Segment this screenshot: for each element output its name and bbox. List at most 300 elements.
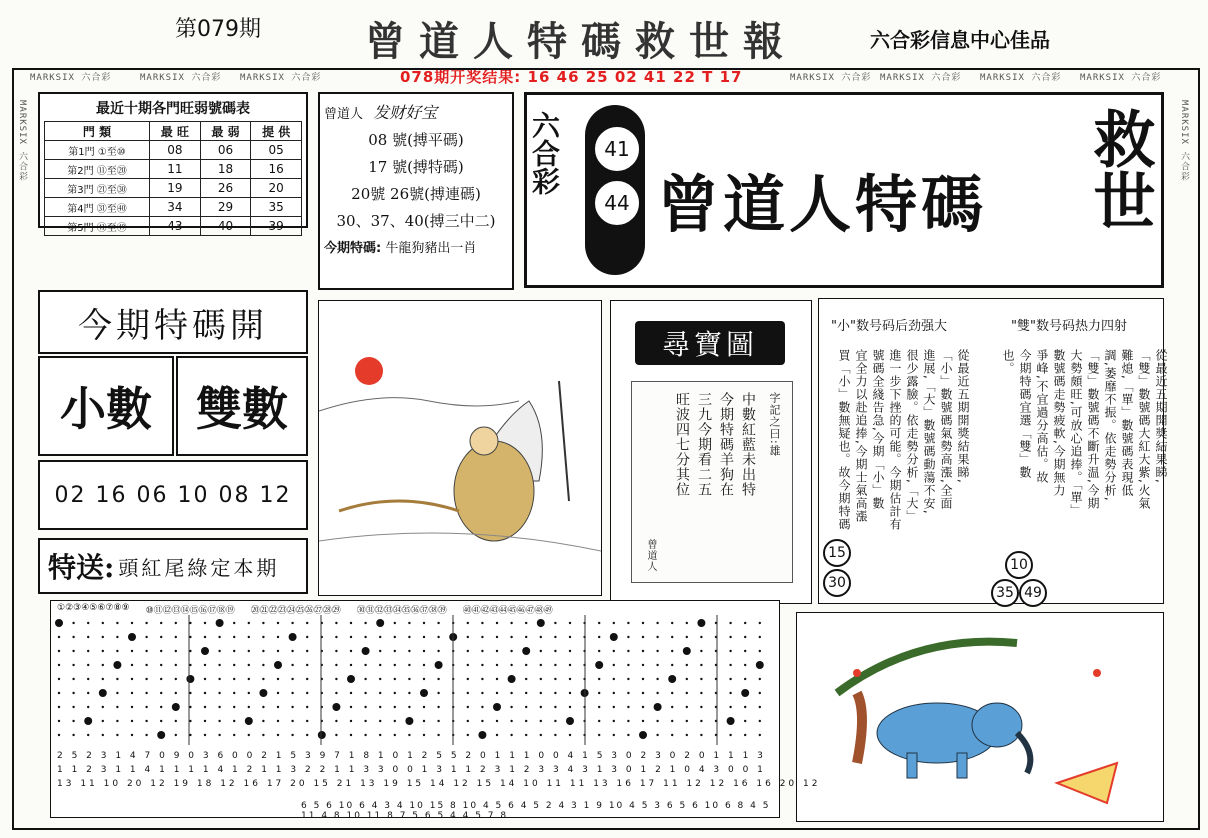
grid-dot <box>335 678 337 680</box>
grid-dot <box>700 650 702 652</box>
grid-dot <box>744 622 746 624</box>
grid-dot <box>481 650 483 652</box>
grid-dot <box>420 689 428 697</box>
grid-dot <box>744 664 746 666</box>
grid-dot <box>233 636 235 638</box>
grid-dot <box>262 664 264 666</box>
grid-dot <box>364 720 366 722</box>
result-line: 078期开奖结果: 16 46 25 02 41 22 T 17 <box>400 68 743 86</box>
analysis-line: 從最近五期開獎結果睇, <box>956 349 970 484</box>
grid-dot <box>72 650 74 652</box>
grid-dot <box>175 692 177 694</box>
prediction-lines <box>324 129 508 231</box>
grid-dot <box>306 720 308 722</box>
grid-dot <box>613 678 615 680</box>
grid-dot <box>642 706 644 708</box>
grid-dot <box>84 717 92 725</box>
grid-footer: 6 5 6 10 6 4 3 4 10 15 8 10 4 5 6 4 5 2 4 3 1 9 10 4 5 3 6 5 6 10 6 8 4 5 11 4 8 10 11 8 7 5 6 5 4 4 5 7 8 <box>301 801 771 821</box>
grid-dot <box>233 678 235 680</box>
grid-dot <box>493 703 501 711</box>
grid-dot <box>87 650 89 652</box>
grid-dot <box>306 636 308 638</box>
analysis-line: 號碼全綫告急,今期「小」數 <box>871 349 885 510</box>
grid-dot <box>364 692 366 694</box>
table-cell: 20 <box>251 179 302 198</box>
grid-dot <box>569 650 571 652</box>
grid-dot <box>116 692 118 694</box>
grid-dot <box>569 734 571 736</box>
table-row <box>45 141 302 160</box>
grid-dot <box>350 650 352 652</box>
analysis-line: 調,萎靡不振。依走勢分析, <box>1103 349 1117 502</box>
grid-dot <box>642 622 644 624</box>
grid-dot <box>394 650 396 652</box>
grid-dot <box>218 692 220 694</box>
table-cell: 05 <box>251 141 302 160</box>
sage-illustration <box>318 300 602 596</box>
grid-dot <box>656 650 658 652</box>
grid-dot <box>116 706 118 708</box>
grid-dot <box>335 664 337 666</box>
watermark: MARKSIX 六合彩 <box>30 73 112 83</box>
grid-dot <box>522 647 530 655</box>
grid-dot <box>496 636 498 638</box>
grid-dot <box>671 650 673 652</box>
banner-title: 曾道人特碼 <box>657 168 988 241</box>
grid-top-label: ①②③④⑤⑥⑦⑧⑨ <box>57 603 130 613</box>
grid-dot <box>700 734 702 736</box>
grid-dot <box>262 720 264 722</box>
grid-dot <box>423 734 425 736</box>
grid-dot <box>627 664 629 666</box>
grid-dot <box>248 678 250 680</box>
table-cell: 29 <box>200 198 251 217</box>
grid-dot <box>613 650 615 652</box>
watermark: MARKSIX 六合彩 <box>980 73 1062 83</box>
small-head: "小"数号码后劲强大 <box>831 319 947 334</box>
table-cell: 26 <box>200 179 251 198</box>
grid-dot <box>613 720 615 722</box>
grid-dot <box>306 678 308 680</box>
grid-dot <box>642 636 644 638</box>
grid-dot <box>639 731 647 739</box>
big-small: 小數 <box>38 356 174 456</box>
grid-dot <box>394 622 396 624</box>
grid-dot <box>408 622 410 624</box>
grid-dot <box>204 706 206 708</box>
grid-dot <box>569 678 571 680</box>
grid-dot <box>248 706 250 708</box>
analysis-line: 大勢頗旺,可放心追捧。「單」 <box>1069 349 1083 517</box>
hot-cold-table-box <box>38 92 308 234</box>
grid-dot <box>189 622 191 624</box>
grid-dot <box>218 734 220 736</box>
grid-dot <box>218 636 220 638</box>
grid-dot <box>204 692 206 694</box>
grid-dot <box>189 650 191 652</box>
grid-dot <box>481 636 483 638</box>
grid-dot <box>510 664 512 666</box>
circle-number: 30 <box>823 569 851 597</box>
grid-dot <box>627 636 629 638</box>
grid-dot <box>496 678 498 680</box>
grid-dot <box>204 622 206 624</box>
grid-dot <box>654 703 662 711</box>
grid-dot <box>540 734 542 736</box>
grid-dot <box>510 720 512 722</box>
grid-dot <box>408 734 410 736</box>
grid-dot <box>291 706 293 708</box>
grid-dot <box>145 720 147 722</box>
grid-dot <box>554 692 556 694</box>
table-row <box>45 217 302 236</box>
grid-dot <box>481 622 483 624</box>
table-cell: 第2門 ⑪至⑳ <box>45 160 150 179</box>
grid-dot <box>72 734 74 736</box>
grid-dot <box>700 636 702 638</box>
grid-dot <box>656 720 658 722</box>
grid-dot <box>131 692 133 694</box>
grid-bottom-row: 13 11 10 20 12 19 18 12 16 17 20 15 21 13 19 15 14 12 15 14 10 11 11 13 16 17 11 12 12 16 16 20 12 <box>57 779 821 789</box>
grid-dot <box>335 720 337 722</box>
grid-dot <box>613 664 615 666</box>
grid-dot <box>496 650 498 652</box>
grid-dot <box>131 706 133 708</box>
grid-dot <box>145 636 147 638</box>
special-title-box: 今期特碼開 <box>38 290 308 354</box>
grid-dot <box>364 622 366 624</box>
grid-dot <box>598 720 600 722</box>
grid-dot <box>510 706 512 708</box>
grid-dot <box>627 650 629 652</box>
grid-dot <box>437 706 439 708</box>
grid-dot <box>145 706 147 708</box>
grid-dot <box>306 622 308 624</box>
grid-dot <box>525 622 527 624</box>
grid-dot <box>102 664 104 666</box>
poem-line: 今期特碼羊狗在 <box>718 392 734 497</box>
grid-dot <box>496 692 498 694</box>
grid-dot <box>160 636 162 638</box>
side-watermark-right: MARKSIX 六合彩 <box>1179 100 1189 182</box>
grid-dot <box>656 622 658 624</box>
grid-dot <box>175 734 177 736</box>
grid-dot <box>102 706 104 708</box>
grid-dot <box>245 717 253 725</box>
grid-dot <box>729 678 731 680</box>
grid-dot <box>350 706 352 708</box>
grid-dot <box>741 689 749 697</box>
grid-dot <box>175 678 177 680</box>
grid-dot <box>759 706 761 708</box>
grid-dot <box>467 720 469 722</box>
predictions-box <box>318 92 514 290</box>
grid-dot <box>656 678 658 680</box>
special-text: 牛龍狗豬出一肖 <box>385 241 477 256</box>
grid-top-label: ⑩⑪⑫⑬⑭⑮⑯⑰⑱⑲ <box>145 606 235 616</box>
grid-dot <box>759 650 761 652</box>
grid-dot <box>350 692 352 694</box>
grid-dot <box>700 664 702 666</box>
grid-dot <box>379 734 381 736</box>
special-label: 今期特碼: <box>324 241 382 256</box>
grid-dot <box>160 678 162 680</box>
grid-dot <box>72 720 74 722</box>
predictor-name: 曾道人 <box>324 107 364 122</box>
grid-dot <box>496 734 498 736</box>
grid-dot <box>627 622 629 624</box>
grid-dot <box>262 706 264 708</box>
grid-dot <box>700 678 702 680</box>
small-analysis-text <box>835 349 971 539</box>
table-cell: 16 <box>251 160 302 179</box>
grid-dot <box>55 619 63 627</box>
grid-dot <box>510 650 512 652</box>
watermark: MARKSIX 六合彩 <box>790 73 872 83</box>
side-watermark-left: MARKSIX 六合彩 <box>17 100 27 182</box>
table-cell: 34 <box>150 198 201 217</box>
grid-bottom-row: 1 1 2 3 1 1 4 1 1 1 1 4 1 2 1 1 3 2 2 1 1 3 3 0 0 1 3 1 1 2 3 1 2 3 3 4 3 1 3 0 1 2 1 0 4 3 0 0 1 <box>57 765 766 775</box>
grid-top-label: ㊵㊶㊷㊸㊹㊺㊻㊼㊽㊾ <box>462 606 553 616</box>
grid-dot <box>598 636 600 638</box>
grid-dot <box>364 734 366 736</box>
grid-dot <box>379 692 381 694</box>
grid-dot <box>189 720 191 722</box>
grid-dot <box>332 703 340 711</box>
grid-dot <box>306 734 308 736</box>
grid-dot <box>510 734 512 736</box>
grid-dot <box>540 636 542 638</box>
grid-dot <box>671 622 673 624</box>
grid-dot <box>656 664 658 666</box>
grid-dot <box>289 633 297 641</box>
grid-dot <box>671 734 673 736</box>
grid-dot <box>277 650 279 652</box>
send-label: 特送: <box>48 551 115 584</box>
grid-dot <box>394 720 396 722</box>
grid-dot <box>686 734 688 736</box>
grid-dot <box>131 650 133 652</box>
grid-dot <box>408 706 410 708</box>
grid-dot <box>233 650 235 652</box>
number-grid <box>50 600 821 821</box>
table-cell: 06 <box>200 141 251 160</box>
grid-dot <box>613 692 615 694</box>
grid-dot <box>569 636 571 638</box>
grid-dot <box>277 636 279 638</box>
grid-dot <box>598 678 600 680</box>
grid-dot <box>189 706 191 708</box>
grid-dot <box>350 734 352 736</box>
grid-dot <box>467 678 469 680</box>
grid-dot <box>58 720 60 722</box>
grid-dot <box>291 720 293 722</box>
grid-dot <box>72 706 74 708</box>
grid-dot <box>248 692 250 694</box>
table-header: 提 供 <box>251 122 302 141</box>
numbers-box: 02 16 06 10 08 12 <box>38 460 308 530</box>
grid-dot <box>204 720 206 722</box>
grid-dot <box>759 636 761 638</box>
center-note: 六合彩信息中心佳品 <box>870 28 1050 52</box>
treasure-note: 字記之曰:雄 <box>768 392 781 457</box>
treasure-by: 曾道人 <box>645 539 656 572</box>
grid-dot <box>116 720 118 722</box>
grid-dot <box>102 678 104 680</box>
table-cell: 第1門 ①至⑩ <box>45 141 150 160</box>
grid-dot <box>58 650 60 652</box>
treasure-title: 尋寶圖 <box>635 321 785 365</box>
grid-dot <box>554 678 556 680</box>
grid-dot <box>598 706 600 708</box>
grid-dot <box>686 622 688 624</box>
analysis-line: 進一步下挫的可能。今期估計有 <box>888 349 902 531</box>
grid-dot <box>189 692 191 694</box>
grid-dot <box>671 636 673 638</box>
grid-dot <box>656 734 658 736</box>
grid-dot <box>700 720 702 722</box>
circle-number: 49 <box>1019 579 1047 607</box>
grid-dot <box>291 664 293 666</box>
grid-dot <box>686 678 688 680</box>
grid-dot <box>364 678 366 680</box>
table-cell: 43 <box>150 217 201 236</box>
grid-dot <box>277 678 279 680</box>
grid-dot <box>291 650 293 652</box>
grid-dot <box>642 720 644 722</box>
circle-number: 35 <box>991 579 1019 607</box>
grid-dot <box>467 664 469 666</box>
table-cell: 11 <box>150 160 201 179</box>
analysis-line: 宜全力以赴追捧,今期士氣高漲 <box>854 349 868 523</box>
table-header: 最 弱 <box>200 122 251 141</box>
grid-dot <box>58 692 60 694</box>
grid-dot <box>362 647 370 655</box>
grid-dot <box>58 678 60 680</box>
grid-dot <box>408 636 410 638</box>
grid-dot <box>437 650 439 652</box>
grid-dot <box>525 636 527 638</box>
grid-dot <box>116 650 118 652</box>
table-cell: 19 <box>150 179 201 198</box>
grid-dot <box>729 706 731 708</box>
grid-dot <box>204 678 206 680</box>
grid-dot <box>160 664 162 666</box>
grid-bottom-numbers <box>57 749 820 791</box>
grid-dot <box>744 678 746 680</box>
grid-dot <box>481 678 483 680</box>
grid-dot <box>201 647 209 655</box>
grid-dot <box>481 720 483 722</box>
table-row <box>45 198 302 217</box>
grid-dot <box>595 661 603 669</box>
grid-dot <box>145 678 147 680</box>
table-cell: 第5門 ㊶至㊾ <box>45 217 150 236</box>
grid-dot <box>160 622 162 624</box>
sage-picture <box>319 301 601 595</box>
grid-dot <box>467 622 469 624</box>
grid-dot <box>233 706 235 708</box>
grid-dot <box>437 720 439 722</box>
grid-dot <box>128 633 136 641</box>
grid-dot <box>364 664 366 666</box>
grid-dot <box>569 706 571 708</box>
grid-dot <box>700 706 702 708</box>
grid-dot <box>87 636 89 638</box>
elephant-picture <box>797 613 1163 821</box>
grid-dot <box>157 731 165 739</box>
grid-dot <box>160 650 162 652</box>
grid-dot <box>116 734 118 736</box>
grid-dot <box>145 664 147 666</box>
analysis-line: 很少露臉。依走勢分析,「大」 <box>905 349 919 523</box>
grid-dot <box>437 678 439 680</box>
grid-dot <box>394 706 396 708</box>
grid-dot <box>350 622 352 624</box>
analysis-box <box>818 298 1168 604</box>
grid-dot <box>233 622 235 624</box>
table-cell: 39 <box>251 217 302 236</box>
grid-dot <box>262 650 264 652</box>
watermark: MARKSIX 六合彩 <box>240 73 322 83</box>
grid-dot <box>627 706 629 708</box>
grid-dot <box>437 622 439 624</box>
grid-dot <box>554 720 556 722</box>
grid-dot <box>525 734 527 736</box>
grid-dot <box>759 678 761 680</box>
grid-dot <box>656 692 658 694</box>
grid-dot <box>145 650 147 652</box>
table-row <box>45 179 302 198</box>
grid-dot <box>364 706 366 708</box>
grid-dot <box>671 664 673 666</box>
grid-dot <box>379 636 381 638</box>
grid-dot <box>189 636 191 638</box>
grid-dot <box>729 650 731 652</box>
grid-dot <box>175 622 177 624</box>
banner-box <box>524 92 1164 288</box>
grid-dot <box>481 706 483 708</box>
grid-dot <box>113 661 121 669</box>
grid-dot <box>598 734 600 736</box>
grid-dot <box>204 734 206 736</box>
grid-dot <box>218 650 220 652</box>
grid-dot <box>598 692 600 694</box>
poem-line: 三九今期看二五 <box>696 392 712 497</box>
grid-dot <box>598 622 600 624</box>
analysis-line: 「小」數號碼氣勢高漲,全面 <box>939 349 953 510</box>
grid-dot <box>727 717 735 725</box>
grid-dot <box>87 692 89 694</box>
grid-dot <box>394 636 396 638</box>
grid-dot <box>627 678 629 680</box>
grid-dot <box>145 734 147 736</box>
grid-dot <box>437 734 439 736</box>
grid-dot <box>216 619 224 627</box>
grid-dot <box>160 720 162 722</box>
grid-dot <box>131 622 133 624</box>
table-cell: 08 <box>150 141 201 160</box>
watermark: MARKSIX 六合彩 <box>1080 73 1162 83</box>
grid-dot <box>218 720 220 722</box>
grid-dot <box>102 636 104 638</box>
grid-dot <box>379 706 381 708</box>
grid-dot <box>423 650 425 652</box>
grid-dot <box>131 720 133 722</box>
grid-dot <box>744 720 746 722</box>
grid-dot <box>335 692 337 694</box>
grid-dot <box>627 692 629 694</box>
